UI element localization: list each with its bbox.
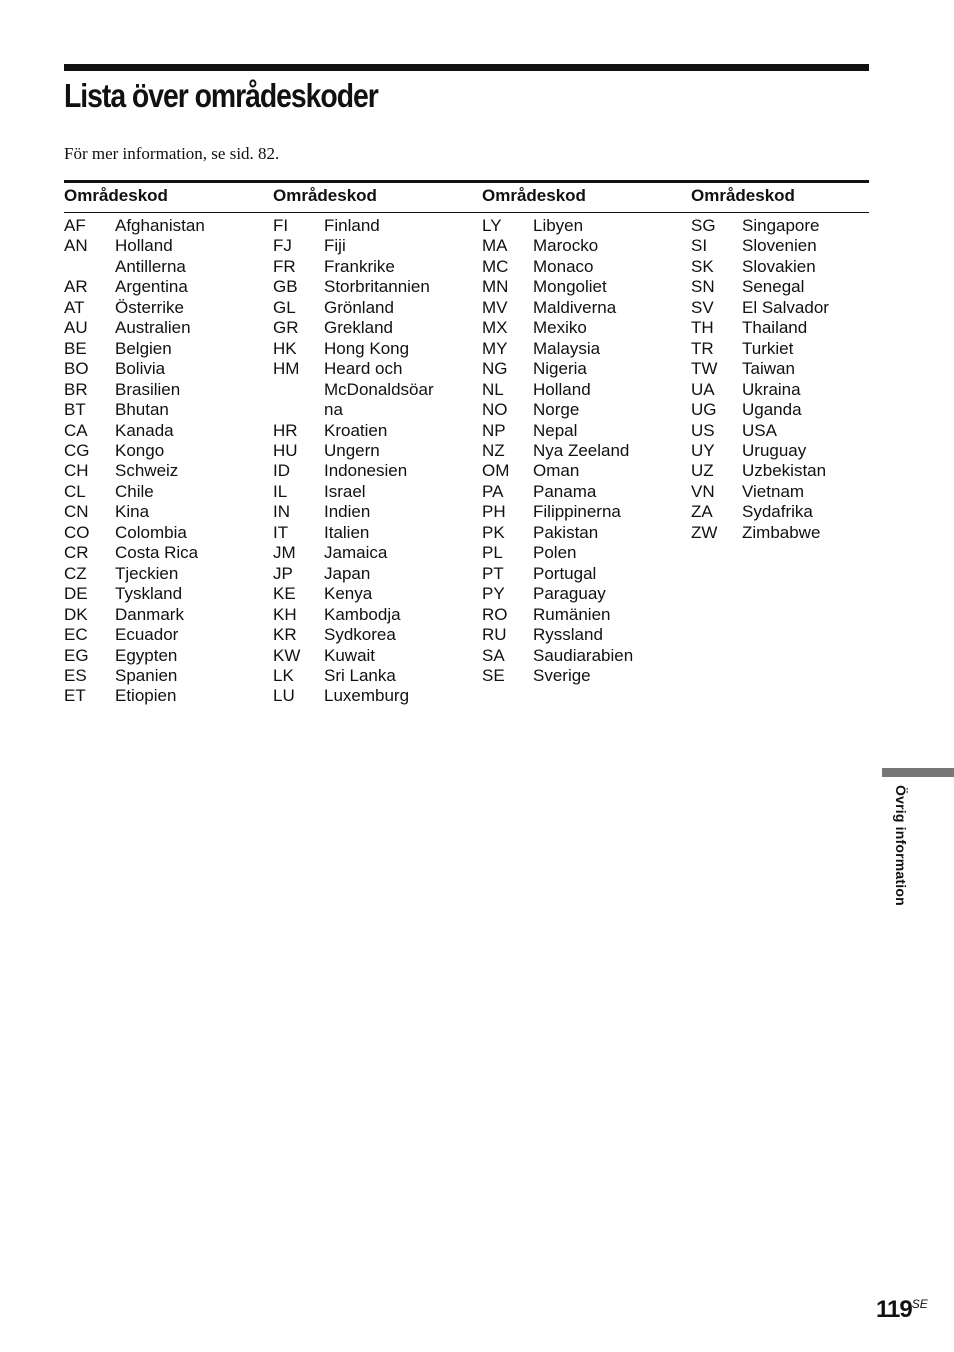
region-code: RO — [482, 604, 508, 624]
country-name: Frankrike — [324, 256, 395, 276]
code-row — [64, 298, 269, 318]
region-code: CN — [64, 502, 89, 522]
country-name: Bolivia — [115, 359, 166, 379]
code-column-1 — [64, 184, 269, 707]
country-name: Norge — [533, 400, 580, 420]
code-row — [482, 625, 687, 645]
code-row — [482, 339, 687, 359]
code-row — [273, 421, 478, 441]
country-name: Brasilien — [115, 379, 181, 399]
country-name: Uruguay — [742, 440, 807, 460]
region-code: HU — [273, 440, 298, 460]
country-name: Pakistan — [533, 522, 599, 542]
page-number-suffix: SE — [911, 1297, 928, 1311]
country-name: Kroatien — [324, 420, 388, 440]
country-name: Spanien — [115, 665, 178, 685]
region-code: CO — [64, 522, 90, 542]
region-code: MV — [482, 297, 508, 317]
region-code: MN — [482, 277, 509, 297]
code-row — [482, 236, 687, 256]
country-name: Nepal — [533, 420, 578, 440]
region-code: SG — [691, 216, 716, 235]
region-code: GB — [273, 277, 298, 297]
intro-text: För mer information, se sid. 82. — [64, 144, 280, 163]
region-code: UY — [691, 440, 715, 460]
region-code: BT — [64, 400, 86, 420]
column-header: Områdeskod — [691, 186, 795, 205]
code-row — [691, 380, 896, 400]
code-row — [273, 543, 478, 563]
code-row — [482, 646, 687, 666]
code-row — [273, 298, 478, 318]
country-name: Rumänien — [533, 604, 611, 624]
country-name: Bhutan — [115, 400, 169, 420]
code-row — [273, 339, 478, 359]
country-name: Libyen — [533, 216, 584, 235]
code-row — [273, 564, 478, 584]
region-code: US — [691, 420, 715, 440]
country-name: Belgien — [115, 338, 172, 358]
country-name: Senegal — [742, 277, 805, 297]
code-row — [482, 523, 687, 543]
country-name: McDonaldsöar — [324, 379, 434, 399]
code-row — [482, 318, 687, 338]
code-row — [691, 461, 896, 481]
country-name: Antillerna — [115, 256, 186, 276]
region-code: SI — [691, 236, 708, 256]
region-code: BR — [64, 379, 88, 399]
code-list — [273, 216, 478, 707]
section-tab-label: Övrig information — [893, 785, 909, 906]
code-row — [482, 584, 687, 604]
country-name: Holland — [115, 236, 173, 256]
section-tab-bar — [882, 768, 954, 777]
code-list — [691, 216, 896, 543]
code-row — [273, 461, 478, 481]
code-row — [64, 482, 269, 502]
code-row — [482, 482, 687, 502]
country-name: Slovakien — [742, 256, 816, 276]
country-name: Sverige — [533, 665, 591, 685]
code-row — [64, 216, 269, 236]
country-name: USA — [742, 420, 777, 440]
code-row — [482, 605, 687, 625]
code-row — [273, 400, 478, 420]
code-list — [482, 216, 687, 686]
code-row — [482, 441, 687, 461]
code-row — [691, 523, 896, 543]
region-code: MY — [482, 338, 508, 358]
code-row — [273, 318, 478, 338]
region-code: PL — [482, 543, 503, 563]
region-code: LU — [273, 686, 295, 706]
region-code: NO — [482, 400, 508, 420]
country-name: Malaysia — [533, 338, 601, 358]
code-row — [273, 523, 478, 543]
code-row — [273, 666, 478, 686]
country-name: Italien — [324, 522, 370, 542]
code-row — [64, 584, 269, 604]
code-row — [482, 461, 687, 481]
region-code: SE — [482, 665, 505, 685]
region-code — [273, 380, 324, 400]
country-name: Filippinerna — [533, 502, 621, 522]
region-code: UA — [691, 379, 715, 399]
code-row — [64, 686, 269, 706]
code-row — [691, 502, 896, 522]
country-name: Kina — [115, 502, 150, 522]
country-name: na — [324, 400, 343, 420]
region-code: AF — [64, 216, 86, 235]
country-name: Oman — [533, 461, 580, 481]
code-row — [64, 380, 269, 400]
region-code: HM — [273, 359, 300, 379]
country-name: Thailand — [742, 318, 808, 338]
region-code: SA — [482, 645, 505, 665]
country-name: Japan — [324, 563, 371, 583]
page-number — [876, 1296, 928, 1324]
country-name: Paraguay — [533, 584, 606, 604]
code-row — [273, 216, 478, 236]
country-name: Saudiarabien — [533, 645, 634, 665]
country-name: Colombia — [115, 522, 187, 542]
country-name: Sri Lanka — [324, 665, 396, 685]
code-row — [64, 502, 269, 522]
region-code: NL — [482, 379, 504, 399]
code-list — [64, 216, 269, 707]
country-name: Sydafrika — [742, 502, 813, 522]
region-code: VN — [691, 481, 715, 501]
country-name: Danmark — [115, 604, 184, 624]
country-name: Indonesien — [324, 461, 408, 481]
column-header: Områdeskod — [482, 186, 586, 205]
code-row — [64, 646, 269, 666]
region-code: NG — [482, 359, 508, 379]
code-row — [64, 523, 269, 543]
code-column-4 — [691, 184, 896, 543]
country-name: Österrike — [115, 297, 184, 317]
region-code: DK — [64, 604, 88, 624]
code-row — [64, 277, 269, 297]
region-code: CZ — [64, 563, 87, 583]
country-name: Monaco — [533, 256, 594, 276]
region-code: PH — [482, 502, 506, 522]
region-code: PA — [482, 481, 504, 501]
code-row — [273, 482, 478, 502]
region-code: JM — [273, 543, 296, 563]
country-name: Mexiko — [533, 318, 587, 338]
country-name: Finland — [324, 216, 380, 235]
country-name: Grönland — [324, 297, 394, 317]
region-code: KE — [273, 584, 296, 604]
country-name: Uganda — [742, 400, 802, 420]
column-header: Områdeskod — [273, 186, 377, 205]
region-code: TH — [691, 318, 714, 338]
country-name: Nya Zeeland — [533, 440, 630, 460]
region-code: GL — [273, 297, 296, 317]
country-name: Afghanistan — [115, 216, 205, 235]
region-code: FI — [273, 216, 289, 235]
country-name: Tyskland — [115, 584, 183, 604]
region-code: AN — [64, 236, 88, 256]
code-row — [691, 318, 896, 338]
code-row — [273, 502, 478, 522]
country-name: Portugal — [533, 563, 597, 583]
region-code: HK — [273, 338, 297, 358]
code-row — [64, 666, 269, 686]
region-code: NP — [482, 420, 506, 440]
region-code: MA — [482, 236, 508, 256]
country-name: Schweiz — [115, 461, 179, 481]
country-name: Panama — [533, 481, 597, 501]
region-code: CR — [64, 543, 89, 563]
region-code: PY — [482, 584, 505, 604]
code-row — [482, 298, 687, 318]
code-row — [273, 646, 478, 666]
code-row — [691, 482, 896, 502]
country-name: Turkiet — [742, 338, 794, 358]
country-name: Argentina — [115, 277, 188, 297]
country-name: Polen — [533, 543, 577, 563]
region-code: ET — [64, 686, 86, 706]
region-code: FR — [273, 256, 296, 276]
region-code: TR — [691, 338, 714, 358]
country-name: Australien — [115, 318, 191, 338]
region-code: AT — [64, 297, 85, 317]
region-code: NZ — [482, 440, 505, 460]
region-code: ZA — [691, 502, 713, 522]
code-row — [273, 236, 478, 256]
country-name: Fiji — [324, 236, 346, 256]
region-code: LK — [273, 665, 294, 685]
country-name: Egypten — [115, 645, 178, 665]
country-name: Grekland — [324, 318, 393, 338]
region-code: BE — [64, 338, 87, 358]
region-code: ID — [273, 461, 290, 481]
code-row — [273, 257, 478, 277]
code-row — [64, 236, 269, 256]
region-code: RU — [482, 625, 507, 645]
region-code: IL — [273, 481, 288, 501]
code-column-3 — [482, 184, 687, 686]
country-name: Storbritannien — [324, 277, 430, 297]
code-row — [482, 359, 687, 379]
code-row — [482, 216, 687, 236]
region-code: CH — [64, 461, 89, 481]
code-row — [482, 502, 687, 522]
region-code: LY — [482, 216, 502, 235]
country-name: El Salvador — [742, 297, 829, 317]
region-code: EC — [64, 625, 88, 645]
code-row — [691, 257, 896, 277]
code-row — [691, 236, 896, 256]
country-name: Jamaica — [324, 543, 388, 563]
region-code: AR — [64, 277, 88, 297]
code-column-2 — [273, 184, 478, 707]
code-row — [273, 441, 478, 461]
country-name: Holland — [533, 379, 591, 399]
region-code: KW — [273, 645, 301, 665]
code-row — [482, 400, 687, 420]
region-code — [64, 257, 115, 277]
code-row — [64, 605, 269, 625]
region-code: KH — [273, 604, 297, 624]
region-code: ES — [64, 665, 87, 685]
country-name: Costa Rica — [115, 543, 199, 563]
region-code: CA — [64, 420, 88, 440]
region-code: SK — [691, 256, 714, 276]
country-name: Ecuador — [115, 625, 179, 645]
region-code: HR — [273, 420, 298, 440]
code-row — [64, 339, 269, 359]
code-row — [64, 400, 269, 420]
code-row — [64, 441, 269, 461]
code-row — [691, 298, 896, 318]
region-code: UZ — [691, 461, 714, 481]
region-code: OM — [482, 461, 510, 481]
code-row — [64, 318, 269, 338]
country-name: Taiwan — [742, 359, 795, 379]
country-name: Kongo — [115, 440, 165, 460]
code-row — [691, 441, 896, 461]
code-row — [273, 686, 478, 706]
code-row — [64, 625, 269, 645]
region-code: PT — [482, 563, 504, 583]
region-code: PK — [482, 522, 505, 542]
region-code: SN — [691, 277, 715, 297]
code-row — [691, 277, 896, 297]
region-code: EG — [64, 645, 89, 665]
page-title: Lista över områdeskoder — [64, 77, 378, 114]
code-row — [273, 584, 478, 604]
country-name: Kuwait — [324, 645, 376, 665]
code-row — [64, 564, 269, 584]
region-code — [273, 400, 324, 420]
region-code: BO — [64, 359, 89, 379]
region-code: MX — [482, 318, 508, 338]
country-name: Indien — [324, 502, 371, 522]
code-row — [64, 359, 269, 379]
country-name: Nigeria — [533, 359, 587, 379]
code-row — [482, 666, 687, 686]
title-rule — [64, 64, 869, 71]
country-name: Ungern — [324, 440, 380, 460]
region-code: UG — [691, 400, 717, 420]
country-name: Tjeckien — [115, 563, 179, 583]
region-code: AU — [64, 318, 88, 338]
region-code: CG — [64, 440, 90, 460]
region-code: JP — [273, 563, 293, 583]
code-row — [273, 605, 478, 625]
code-row — [64, 257, 269, 277]
country-name: Kanada — [115, 420, 174, 440]
table-top-rule — [64, 180, 869, 183]
region-code: KR — [273, 625, 297, 645]
region-code: IT — [273, 522, 289, 542]
country-name: Kambodja — [324, 604, 401, 624]
country-name: Etiopien — [115, 686, 177, 706]
code-row — [64, 461, 269, 481]
country-name: Vietnam — [742, 481, 805, 501]
country-name: Ukraina — [742, 379, 801, 399]
region-code: SV — [691, 297, 714, 317]
region-code: ZW — [691, 522, 718, 542]
country-name: Zimbabwe — [742, 522, 821, 542]
region-code: MC — [482, 256, 509, 276]
country-name: Slovenien — [742, 236, 817, 256]
region-code: FJ — [273, 236, 292, 256]
code-row — [482, 421, 687, 441]
code-row — [691, 339, 896, 359]
country-name: Luxemburg — [324, 686, 410, 706]
country-name: Maldiverna — [533, 297, 617, 317]
country-name: Uzbekistan — [742, 461, 827, 481]
page-number-value: 119 — [876, 1296, 912, 1323]
code-row — [273, 380, 478, 400]
code-row — [691, 359, 896, 379]
code-row — [691, 421, 896, 441]
code-row — [273, 359, 478, 379]
code-row — [482, 277, 687, 297]
country-name: Ryssland — [533, 625, 603, 645]
region-code: TW — [691, 359, 718, 379]
column-header: Områdeskod — [64, 186, 168, 205]
code-row — [482, 564, 687, 584]
code-row — [482, 257, 687, 277]
country-name: Israel — [324, 481, 366, 501]
code-row — [273, 277, 478, 297]
region-code: CL — [64, 481, 86, 501]
code-row — [273, 625, 478, 645]
region-code: GR — [273, 318, 299, 338]
region-code: IN — [273, 502, 290, 522]
country-name: Heard och — [324, 359, 403, 379]
country-name: Sydkorea — [324, 625, 396, 645]
code-row — [482, 543, 687, 563]
country-name: Mongoliet — [533, 277, 607, 297]
country-name: Marocko — [533, 236, 599, 256]
code-row — [691, 216, 896, 236]
code-row — [691, 400, 896, 420]
country-name: Kenya — [324, 584, 373, 604]
code-row — [64, 543, 269, 563]
country-name: Chile — [115, 481, 154, 501]
country-name: Hong Kong — [324, 338, 410, 358]
region-code: DE — [64, 584, 88, 604]
code-row — [482, 380, 687, 400]
code-row — [64, 421, 269, 441]
country-name: Singapore — [742, 216, 820, 235]
